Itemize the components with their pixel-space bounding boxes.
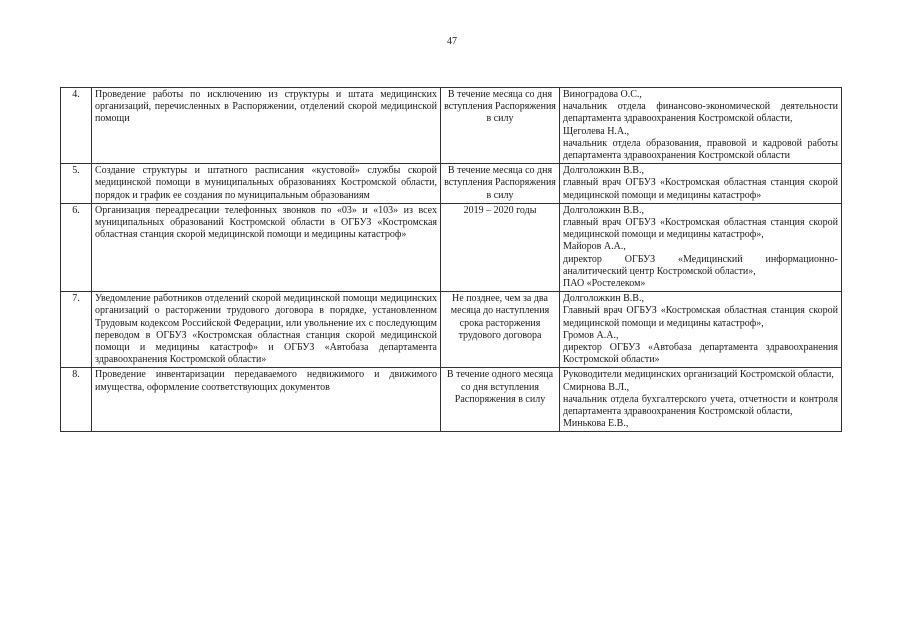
- responsible-line: Щеголева Н.А.,: [563, 125, 630, 137]
- term-cell: 2019 – 2020 годы: [441, 203, 560, 291]
- table-row: [61, 368, 842, 432]
- responsible-line: Минькова Е.В.,: [563, 418, 629, 430]
- responsible-line: Долголожкин В.В.,: [563, 204, 644, 216]
- responsible-cell: [560, 88, 842, 164]
- row-number: 8.: [61, 368, 92, 432]
- term-cell: Не позднее, чем за два месяца до наступления срока расторжения трудового договора: [441, 292, 560, 368]
- term-cell: В течение одного месяца со дня вступления Распоряжения в силу: [441, 368, 560, 432]
- row-number: 7.: [61, 292, 92, 368]
- action-cell: Организация переадресации телефонных звонков по «03» и «103» из всех муниципальных образований Костромской области в ОГБУЗ «Костромская областная станция скорой медицинской помощи и медицины катастроф»: [92, 203, 441, 291]
- responsible-line: Майоров А.А.,: [563, 241, 626, 253]
- table-row: [61, 88, 842, 164]
- responsible-line: Главный врач ОГБУЗ «Костромская областная станция скорой медицинской помощи и медицины катастроф»,: [563, 305, 838, 329]
- responsible-cell: [560, 203, 842, 291]
- responsible-line: Руководители медицинских организаций Костромской области,: [563, 369, 834, 381]
- term-cell: В течение месяца со дня вступления Распоряжения в силу: [441, 164, 560, 204]
- row-number: 6.: [61, 203, 92, 291]
- responsible-line: начальник отдела образования, правовой и кадровой работы департамента здравоохранения Костромской области: [563, 137, 838, 162]
- responsible-line: Виноградова О.С.,: [563, 89, 642, 100]
- action-cell: Проведение работы по исключению из структуры и штата медицинских организаций, перечисленных в Распоряжении, отделений скорой медицинской помощи: [92, 88, 441, 164]
- responsible-line: главный врач ОГБУЗ «Костромская областная станция скорой медицинской помощи и медицины катастроф»: [563, 177, 838, 201]
- term-cell: В течение месяца со дня вступления Распоряжения в силу: [441, 88, 560, 164]
- responsible-line: Долголожкин В.В.,: [563, 165, 644, 177]
- responsible-cell: [560, 164, 842, 204]
- action-cell: Уведомление работников отделений скорой медицинской помощи медицинских организаций о расторжении трудового договора в порядке, установленном Трудовым кодексом Российской Федерации, или увольнение их с последующим переводом в ОГБУЗ «Костромская областная станция скорой медицинской помощи и медицины катастроф» и ОГБУЗ «Автобаза департамента здравоохранения Костромской области»: [92, 292, 441, 368]
- responsible-line: директор ОГБУЗ «Автобаза департамента здравоохранения Костромской области»: [563, 342, 838, 366]
- table-row: [61, 203, 842, 291]
- responsible-line: ПАО «Ростелеком»: [563, 278, 646, 290]
- action-cell: Создание структуры и штатного расписания «кустовой» службы скорой медицинской помощи в муниципальных образованиях Костромской области, порядок и график ее создания по муниципальным образованиям: [92, 164, 441, 204]
- responsible-line: Громов А.А.,: [563, 329, 619, 341]
- responsible-cell: [560, 292, 842, 368]
- responsible-line: Долголожкин В.В.,: [563, 293, 644, 305]
- responsible-cell: [560, 368, 842, 432]
- plan-table: [60, 87, 842, 432]
- responsible-line: начальник отдела финансово-экономической деятельности департамента здравоохранения Костромской области,: [563, 101, 838, 125]
- responsible-line: директор ОГБУЗ «Медицинский информационно-аналитический центр Костромской области»,: [563, 253, 838, 277]
- action-cell: Проведение инвентаризации передаваемого недвижимого и движимого имущества, оформление соответствующих документов: [92, 368, 441, 432]
- responsible-line: начальник отдела бухгалтерского учета, отчетности и контроля департамента здравоохранения Костромской области,: [563, 393, 838, 418]
- table-row: [61, 292, 842, 368]
- table-row: [61, 164, 842, 204]
- row-number: 5.: [61, 164, 92, 204]
- row-number: 4.: [61, 88, 92, 164]
- responsible-line: Смирнова В.Л.,: [563, 381, 630, 393]
- page-number: 47: [447, 36, 457, 47]
- plan-table-body: [61, 88, 842, 432]
- responsible-line: главный врач ОГБУЗ «Костромская областная станция скорой медицинской помощи и медицины катастроф»,: [563, 217, 838, 241]
